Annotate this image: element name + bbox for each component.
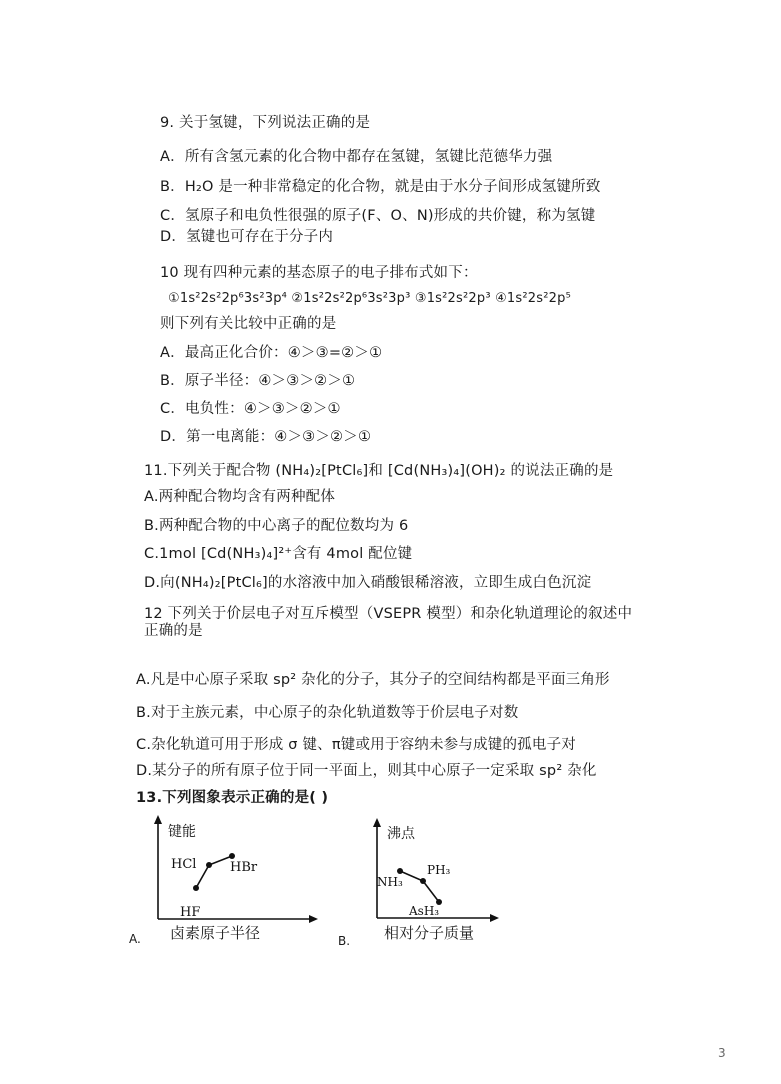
chart-a-bond-energy bbox=[140, 815, 320, 925]
q12-option-d: D.某分子的所有原子位于同一平面上，则其中心原子一定采取 sp² 杂化 bbox=[136, 763, 597, 779]
q11-option-b: B.两种配合物的中心离子的配位数均为 6 bbox=[144, 518, 409, 534]
q10-option-b: B．原子半径：④＞③＞②＞① bbox=[160, 373, 356, 389]
chart-b-point-1 bbox=[420, 878, 426, 884]
chart-b-label-ph3: PH₃ bbox=[427, 863, 451, 877]
q12-option-b: B.对于主族元素，中心原子的杂化轨道数等于价层电子对数 bbox=[136, 705, 519, 721]
q11-option-c: C.1mol [Cd(NH₃)₄]²⁺含有 4mol 配位键 bbox=[144, 546, 413, 562]
chart-a-svg bbox=[140, 815, 320, 925]
page-number: 3 bbox=[718, 1046, 726, 1060]
q11-option-d: D.向(NH₄)₂[PtCl₆]的水溶液中加入硝酸银稀溶液，立即生成白色沉淀 bbox=[144, 575, 592, 591]
q12-option-c: C.杂化轨道可用于形成 σ 键、π键或用于容纳未参与成键的孤电子对 bbox=[136, 737, 576, 753]
chart-a-point-0 bbox=[193, 885, 199, 891]
q10-ask: 则下列有关比较中正确的是 bbox=[160, 316, 337, 332]
chart-b-x-arrow bbox=[490, 914, 499, 922]
q10-configs: ①1s²2s²2p⁶3s²3p⁴ ②1s²2s²2p⁶3s²3p³ ③1s²2s²2p³ ④1s²2s²2p⁵ bbox=[168, 291, 571, 306]
chart-a-label-hf: HF bbox=[180, 905, 201, 920]
q13-option-a-label: A. bbox=[129, 932, 141, 946]
chart-a-line bbox=[196, 856, 232, 888]
chart-a-xlabel: 卤素原子半径 bbox=[170, 924, 261, 942]
q12-stem-line1: 12 下列关于价层电子对互斥模型（VSEPR 模型）和杂化轨道理论的叙述中 bbox=[144, 606, 633, 622]
q12-option-a: A.凡是中心原子采取 sp² 杂化的分子，其分子的空间结构都是平面三角形 bbox=[136, 672, 610, 688]
q12-stem-line2: 正确的是 bbox=[144, 623, 203, 639]
chart-a-marks bbox=[193, 853, 235, 891]
chart-a-point-1 bbox=[206, 862, 212, 868]
chart-b-label-ash3: AsH₃ bbox=[409, 904, 440, 918]
chart-a-label-hbr: HBr bbox=[230, 860, 258, 875]
q9-option-c: C．氢原子和电负性很强的原子(F、O、N)形成的共价键，称为氢键 bbox=[160, 208, 596, 224]
q9-option-a: A．所有含氢元素的化合物中都存在氢键，氢键比范德华力强 bbox=[160, 149, 553, 165]
chart-a-label-hcl: HCl bbox=[171, 857, 197, 872]
q13-option-b-label: B. bbox=[338, 934, 351, 948]
q11-option-a: A.两种配合物均含有两种配体 bbox=[144, 489, 336, 505]
chart-b-point-0 bbox=[397, 868, 403, 874]
chart-b-svg bbox=[365, 818, 505, 928]
chart-a-ylabel: 键能 bbox=[168, 824, 196, 840]
q10-option-a: A．最高正化合价：④＞③=②＞① bbox=[160, 345, 383, 361]
q10-stem: 10 现有四种元素的基态原子的电子排布式如下： bbox=[160, 265, 478, 281]
chart-a-x-arrow bbox=[309, 915, 318, 923]
chart-b-label-nh3: NH₃ bbox=[377, 875, 403, 889]
chart-a-point-2 bbox=[229, 853, 235, 859]
q9-option-d: D．氢键也可存在于分子内 bbox=[160, 229, 334, 245]
q13-stem: 13.下列图象表示正确的是( ) bbox=[136, 790, 329, 806]
chart-a-y-arrow bbox=[154, 815, 162, 824]
q10-option-d: D．第一电离能：④＞③＞②＞① bbox=[160, 429, 372, 445]
chart-b-boiling-point bbox=[365, 818, 505, 928]
chart-b-y-arrow bbox=[373, 818, 381, 827]
q9-stem: 9. 关于氢键，下列说法正确的是 bbox=[160, 115, 371, 131]
q11-stem: 11.下列关于配合物 (NH₄)₂[PtCl₆]和 [Cd(NH₃)₄](OH)₂ 的说法正确的是 bbox=[144, 463, 614, 479]
q10-option-c: C．电负性：④＞③＞②＞① bbox=[160, 401, 341, 417]
chart-b-ylabel: 沸点 bbox=[387, 826, 415, 842]
q9-option-b: B．H₂O 是一种非常稳定的化合物，就是由于水分子间形成氢键所致 bbox=[160, 179, 601, 195]
chart-b-xlabel: 相对分子质量 bbox=[384, 924, 475, 942]
